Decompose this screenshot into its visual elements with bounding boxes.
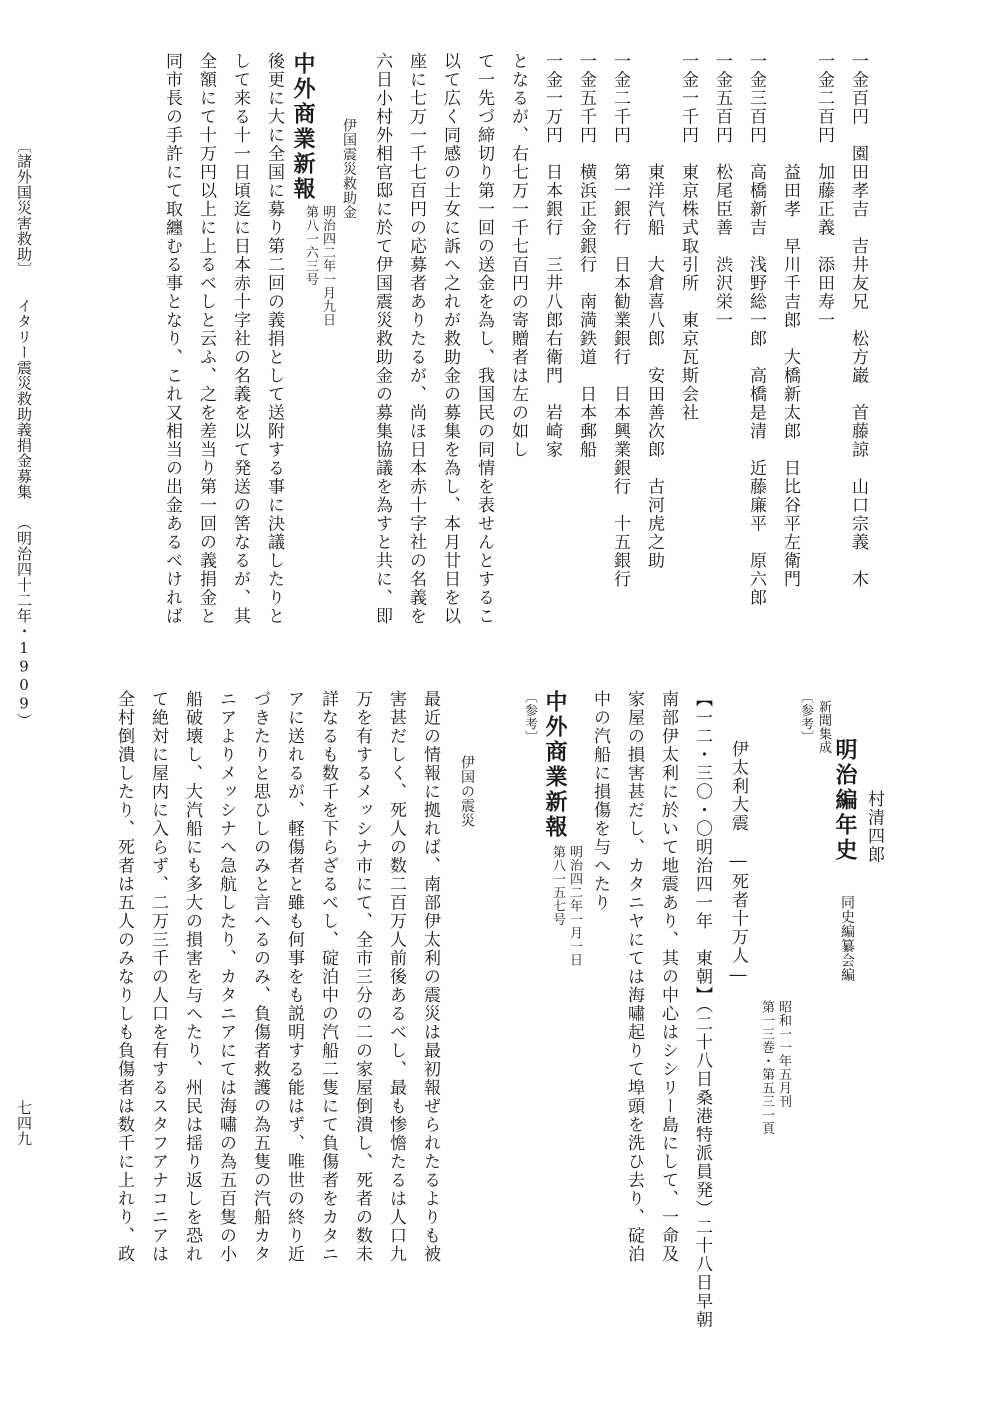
reference-prefix: 新聞集成 <box>816 700 831 754</box>
donor-line: 一金一万円 日本銀行 三井八郎右衛門 岩崎家 <box>542 52 562 459</box>
reference-line: て絶対に屋内に入らず、二万三千の人口を有するスタフアナコニアは <box>148 690 168 1264</box>
donor-line: 益田孝 早川千吉郎 大橋新太郎 日比谷平左衛門 <box>780 52 800 589</box>
footer-year: （明治四十二年・1909） <box>15 515 33 729</box>
article-title: 伊国震災救助金 <box>341 118 357 220</box>
donor-line: 一金二百円 加藤正義 添田寿一 <box>814 52 834 330</box>
donor-line: 一金一千円 東京株式取引所 東京瓦斯会社 <box>678 52 698 422</box>
reference-line: 【一二・三〇・〇明治四一年 東朝】（二十八日桑港特派員発）二十八日早朝 <box>692 690 712 1329</box>
donor-line: 一金百円 園田孝吉 吉井友兄 松方巌 首藤諒 山口宗義 木 <box>848 52 868 589</box>
donor-line: 一金二千円 第一銀行 日本勧業銀行 日本興業銀行 十五銀行 <box>610 52 630 589</box>
reference-line: アに送れるが、軽傷者と雖も何事をも説明する能はず、唯世の終り近 <box>284 690 304 1264</box>
reference-line: 南部伊太利に於いて地震あり、其の中心はシシリー島にして、一命及 <box>658 690 678 1264</box>
donor-line: 東洋汽船 大倉喜八郎 安田善次郎 古河虎之助 <box>644 52 664 570</box>
donor-line: 一金三百円 高橋新吉 浅野総一郎 高橋是清 近藤廉平 原六郎 <box>746 52 766 607</box>
reference-line: 詳なるも数千を下らざるべし、碇泊中の汽船二隻にて負傷者をカタニ <box>318 690 338 1264</box>
newspaper-date: 明治四二年一月九日 <box>320 205 335 327</box>
reference-issue: 第八一五七号 <box>550 845 565 926</box>
body-line: 後更に大に全国に募り第二回の義捐として送附する事に決議したりと <box>264 52 284 626</box>
body-line: 全額にて十万円以上に上るべしと云ふ、之を差当り第一回の義捐金と <box>196 52 216 626</box>
article-line: 六日小村外相官邸に於て伊国震災救助金の募集協議を為すと共に、即 <box>372 52 392 626</box>
reference-date: 明治四二年一月一日 <box>567 845 582 967</box>
reference-newspaper: 中外商業新報 <box>542 690 568 840</box>
body-line: して来る十一日頃迄に日本赤十字社の名義を以て発送の筈なるが、其 <box>230 52 250 626</box>
reference-line: 全村倒潰したり、死者は五人のみなりしも負傷者は数千に上れり、政 <box>114 690 134 1264</box>
newspaper-issue: 第八一六三号 <box>303 205 318 286</box>
reference-line: づきたりと思ひしのみと言へるのみ、負傷者救護の為五隻の汽船カタ <box>250 690 270 1264</box>
article-line: て一先づ締切り第一回の送金を為し、我国民の同情を表せんとするこ <box>474 52 494 626</box>
author: 村清四郎 <box>864 790 884 864</box>
donor-line: 一金五千円 横浜正金銀行 南満鉄道 日本郵船 <box>576 52 596 459</box>
footer-title: イタリー震災救助義捐金募集 <box>15 298 33 500</box>
donor-line: 一金五百円 松尾臣善 渋沢栄一 <box>712 52 732 330</box>
reference-volume: 第一三巻・第五三一頁 <box>759 1000 774 1135</box>
reference-line: 最近の情報に拠れば、南部伊太利の震災は最初報ぜられたるよりも被 <box>420 690 440 1264</box>
reference-line: 家屋の損害甚だし、カタニヤにては海嘯起りて埠頭を洗ひ去り、碇泊 <box>624 690 644 1264</box>
reference-line: 万を有するメッシナ市にて、全市三分の二の家屋倒潰し、死者の数未 <box>352 690 372 1264</box>
body-line: 同市長の手許にて取纏むる事となり、これ又相当の出金あるべければ <box>162 52 182 626</box>
article-line: 座に七万一千七百円の応募者ありたるが、尚ほ日本赤十字社の名義を <box>406 52 426 626</box>
footer-section: 〔諸外国災害救助〕 <box>15 138 33 278</box>
article-line: 以て広く同感の士女に訴へ之れが救助金の募集を為し、本月廿日を以 <box>440 52 460 626</box>
reference-line: 中の汽船に損傷を与へたり <box>590 690 610 912</box>
reference-line: 船破壊し、大汽船にも多大の損害を与へたり、州民は揺り返しを恐れ <box>182 690 202 1264</box>
reference-date: 昭和一一年五月刊 <box>776 1000 791 1108</box>
reference-headline: 伊国の震災 <box>459 755 475 828</box>
reference-title: 明治編年史 <box>832 738 858 863</box>
article-line: となるが、右七万一千七百円の寄贈者は左の如し <box>508 52 528 459</box>
reference-line: ニアよりメッシナへ急航したり、カタニアにては海嘯の為五百隻の小 <box>216 690 236 1264</box>
reference-editor: 同史編纂会編 <box>839 895 855 982</box>
reference-headline: 伊太利大震 ―死者十万人― <box>728 740 748 987</box>
reference-label: 〔参考〕 <box>798 690 813 744</box>
reference-label: 〔参考〕 <box>522 690 537 744</box>
page-number: 七四九 <box>15 1100 33 1147</box>
newspaper-title: 中外商業新報 <box>290 52 316 202</box>
reference-line: 害甚だしく、死人の数二百万人前後あるべし、最も惨憺たるは人口九 <box>386 690 406 1264</box>
